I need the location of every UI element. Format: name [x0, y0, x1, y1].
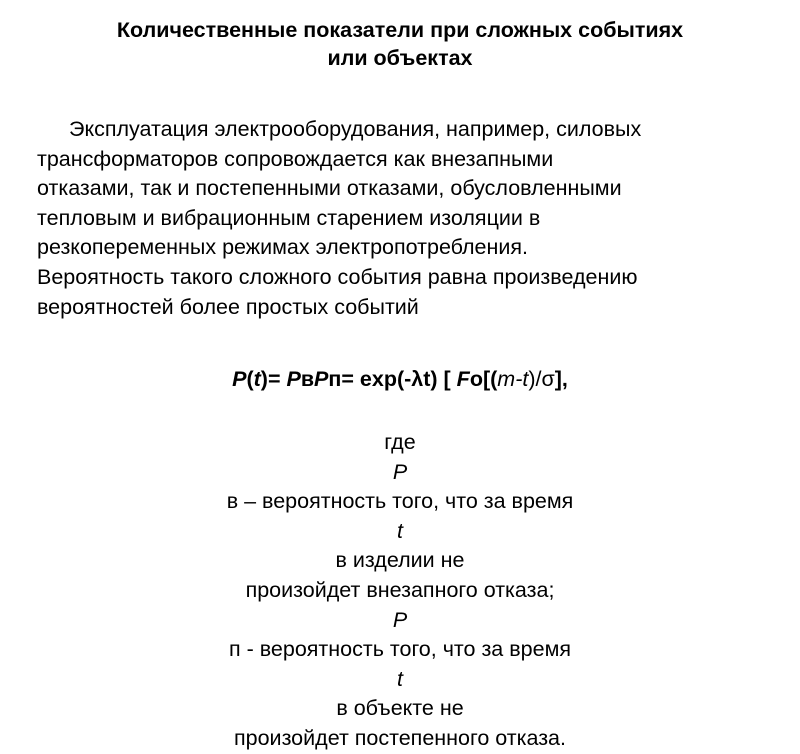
formula-t: t: [253, 367, 261, 391]
reliability-formula: [0, 364, 800, 394]
note-text: в объекте не: [336, 696, 464, 721]
note-text: в – вероятность того, что за время: [226, 489, 574, 514]
paragraph-line: трансформаторов сопровождается как внезапными: [37, 146, 554, 171]
formula-minus: -: [515, 367, 523, 391]
formula-pp-sub: п: [328, 367, 342, 391]
formula-pp-p: P: [314, 367, 329, 391]
paragraph-line: Эксплуатация электрооборудования, например, силовых: [69, 117, 642, 141]
formula-pv-p: P: [286, 367, 301, 391]
formula-fo-f: F: [456, 367, 470, 391]
paragraph-line: резкопеременных режимах электропотребления.: [37, 235, 529, 260]
paragraph-line: тепловым и вибрационным старением изоляции в: [37, 205, 541, 230]
note-pp-symbol: P: [392, 607, 408, 632]
note-t-symbol: t: [397, 518, 403, 543]
formula-end: ],: [554, 367, 568, 391]
note-line-3: [0, 606, 800, 724]
slide-title: [40, 16, 760, 72]
paragraph-line: Вероятность такого сложного события равна произведению: [37, 264, 638, 289]
paragraph-line: отказами, так и постепенными отказами, обусловленными: [37, 176, 622, 201]
formula-notes: [0, 428, 800, 754]
note-text: в изделии не: [335, 548, 465, 573]
title-line-2: или объектах: [327, 46, 473, 70]
formula-pv-sub: в: [300, 367, 315, 391]
note-line-1: [0, 428, 800, 576]
formula-fo-o: o: [469, 367, 483, 391]
paragraph-line: вероятностей более простых событий: [37, 294, 419, 319]
note-text: п - вероятность того, что за время: [228, 637, 572, 662]
formula-exp: = exp(-λt) [: [341, 367, 457, 391]
note-pv-symbol: P: [392, 459, 408, 484]
formula-equals: )=: [260, 367, 287, 391]
note-line-4: произойдет постепенного отказа.: [234, 725, 566, 750]
note-t-symbol: t: [397, 666, 403, 691]
formula-t2: t: [522, 367, 529, 391]
note-prefix: где: [384, 430, 416, 454]
body-paragraph: [37, 115, 787, 322]
title-line-1: Количественные показатели при сложных событиях: [116, 18, 684, 42]
formula-sigma: )/σ: [528, 367, 555, 391]
note-line-2: произойдет внезапного отказа;: [245, 577, 555, 602]
formula-bracket: [(: [482, 367, 498, 391]
formula-paren: (: [246, 367, 254, 391]
formula-p: P: [232, 367, 247, 391]
formula-m: m: [497, 367, 516, 391]
